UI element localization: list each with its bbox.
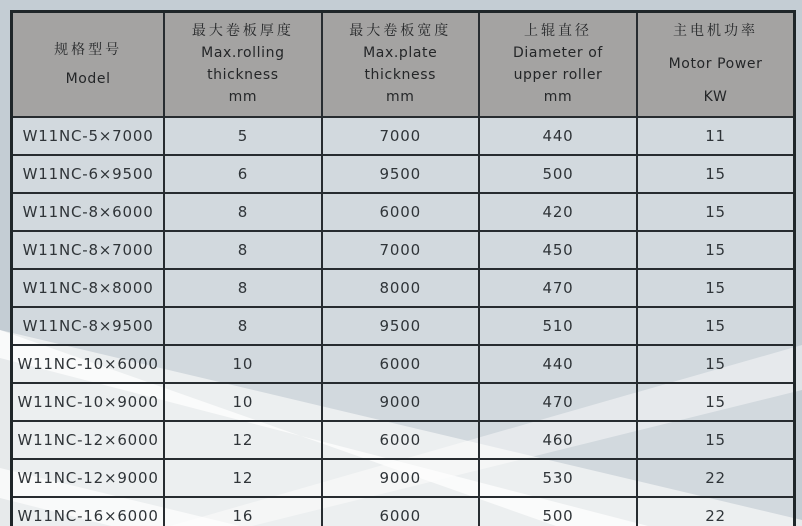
header-upper-roller-diameter-unit: mm: [543, 89, 573, 105]
cell-motor-power: 15: [637, 421, 794, 459]
cell-max-plate-width: 9000: [322, 459, 479, 497]
table-row: [12, 421, 795, 459]
cell-max-plate-width: 8000: [322, 269, 479, 307]
header-upper-roller-diameter-cn: 上辊直径: [524, 23, 592, 39]
header-max-rolling-thickness-en2: thickness: [207, 67, 279, 83]
header-max-plate-width: [322, 12, 479, 118]
header-upper-roller-diameter-stack: [480, 13, 636, 116]
cell-max-rolling-thickness: 12: [164, 421, 321, 459]
cell-motor-power: 15: [637, 345, 794, 383]
header-max-plate-width-stack: [323, 13, 478, 116]
cell-max-plate-width: 9000: [322, 383, 479, 421]
header-max-rolling-thickness: [164, 12, 321, 118]
table-body: [12, 117, 795, 526]
table-row: [12, 193, 795, 231]
cell-max-rolling-thickness: 10: [164, 345, 321, 383]
cell-max-plate-width: 9500: [322, 307, 479, 345]
cell-max-rolling-thickness: 6: [164, 155, 321, 193]
cell-upper-roller-diameter: 440: [479, 117, 637, 155]
header-motor-power-en: Motor Power: [668, 56, 763, 72]
cell-motor-power: 11: [637, 117, 794, 155]
cell-upper-roller-diameter: 500: [479, 155, 637, 193]
header-max-rolling-thickness-unit: mm: [228, 89, 258, 105]
cell-max-rolling-thickness: 8: [164, 231, 321, 269]
cell-upper-roller-diameter: 450: [479, 231, 637, 269]
header-upper-roller-diameter-en2: upper roller: [513, 67, 603, 83]
cell-upper-roller-diameter: 530: [479, 459, 637, 497]
cell-model: W11NC-10×6000: [12, 345, 165, 383]
spec-table-container: [10, 10, 796, 525]
cell-motor-power: 15: [637, 269, 794, 307]
cell-model: W11NC-10×9000: [12, 383, 165, 421]
cell-max-plate-width: 7000: [322, 231, 479, 269]
header-motor-power-stack: [638, 13, 793, 116]
cell-max-rolling-thickness: 5: [164, 117, 321, 155]
header-upper-roller-diameter-en1: Diameter of: [513, 45, 603, 61]
cell-upper-roller-diameter: 420: [479, 193, 637, 231]
cell-max-rolling-thickness: 10: [164, 383, 321, 421]
header-model-cn: 规格型号: [54, 41, 123, 58]
table-row: [12, 459, 795, 497]
cell-upper-roller-diameter: 470: [479, 269, 637, 307]
cell-max-rolling-thickness: 8: [164, 193, 321, 231]
cell-max-plate-width: 9500: [322, 155, 479, 193]
table-row: [12, 497, 795, 526]
header-max-rolling-thickness-cn: 最大卷板厚度: [191, 23, 294, 39]
table-row: [12, 307, 795, 345]
header-motor-power-unit: KW: [703, 89, 728, 105]
cell-max-rolling-thickness: 16: [164, 497, 321, 526]
cell-max-rolling-thickness: 12: [164, 459, 321, 497]
cell-upper-roller-diameter: 510: [479, 307, 637, 345]
cell-max-plate-width: 7000: [322, 117, 479, 155]
table-row: [12, 269, 795, 307]
table-row: [12, 155, 795, 193]
table-row: [12, 117, 795, 155]
cell-motor-power: 15: [637, 231, 794, 269]
cell-max-plate-width: 6000: [322, 421, 479, 459]
header-motor-power: [637, 12, 794, 118]
cell-model: W11NC-5×7000: [12, 117, 165, 155]
header-model-en: Model: [65, 70, 111, 87]
cell-model: W11NC-8×9500: [12, 307, 165, 345]
cell-upper-roller-diameter: 460: [479, 421, 637, 459]
cell-model: W11NC-12×9000: [12, 459, 165, 497]
table-header: [12, 12, 795, 118]
cell-model: W11NC-6×9500: [12, 155, 165, 193]
header-max-plate-width-en1: Max.plate: [363, 45, 438, 61]
header-max-rolling-thickness-en1: Max.rolling: [201, 45, 285, 61]
cell-max-plate-width: 6000: [322, 345, 479, 383]
cell-motor-power: 15: [637, 155, 794, 193]
cell-model: W11NC-16×6000: [12, 497, 165, 526]
cell-upper-roller-diameter: 470: [479, 383, 637, 421]
cell-model: W11NC-12×6000: [12, 421, 165, 459]
cell-motor-power: 15: [637, 383, 794, 421]
header-max-rolling-thickness-stack: [165, 13, 320, 116]
header-max-plate-width-unit: mm: [385, 89, 415, 105]
cell-model: W11NC-8×8000: [12, 269, 165, 307]
header-upper-roller-diameter: [479, 12, 637, 118]
cell-motor-power: 22: [637, 459, 794, 497]
cell-max-plate-width: 6000: [322, 497, 479, 526]
header-model-stack: [13, 13, 163, 116]
cell-model: W11NC-8×7000: [12, 231, 165, 269]
header-motor-power-cn: 主电机功率: [673, 23, 759, 39]
cell-model: W11NC-8×6000: [12, 193, 165, 231]
spec-table: [10, 10, 796, 526]
cell-motor-power: 22: [637, 497, 794, 526]
cell-motor-power: 15: [637, 307, 794, 345]
cell-max-rolling-thickness: 8: [164, 269, 321, 307]
table-row: [12, 345, 795, 383]
cell-upper-roller-diameter: 500: [479, 497, 637, 526]
header-model: [12, 12, 165, 118]
header-max-plate-width-en2: thickness: [364, 67, 436, 83]
cell-max-rolling-thickness: 8: [164, 307, 321, 345]
cell-max-plate-width: 6000: [322, 193, 479, 231]
table-row: [12, 231, 795, 269]
cell-motor-power: 15: [637, 193, 794, 231]
header-row: [12, 12, 795, 118]
header-max-plate-width-cn: 最大卷板宽度: [349, 23, 452, 39]
table-row: [12, 383, 795, 421]
cell-upper-roller-diameter: 440: [479, 345, 637, 383]
